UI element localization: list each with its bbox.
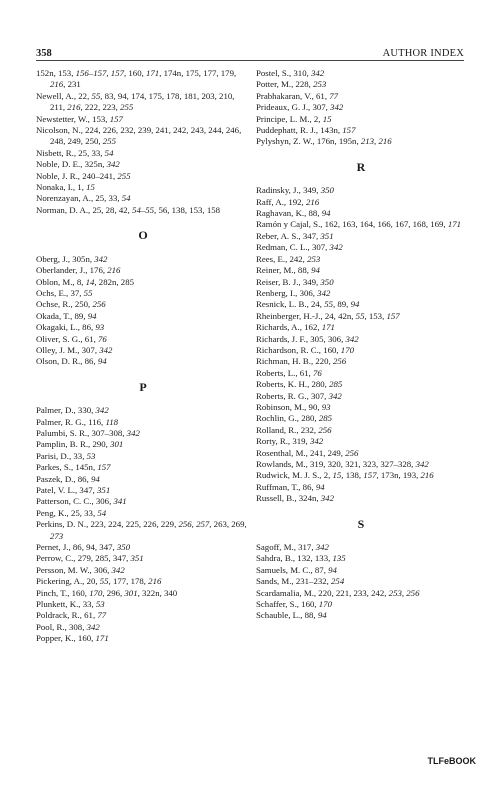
page-references: 330, 342	[77, 405, 109, 416]
index-entry	[36, 159, 250, 170]
author-name: Nonaka, I.,	[36, 182, 78, 193]
page-references: 25, 33, 54	[95, 193, 131, 204]
page-references: 349, 350	[302, 276, 334, 287]
author-name: Sahdra, B.,	[256, 553, 298, 564]
author-name: Nisbett, R.,	[36, 147, 79, 158]
index-entry	[36, 299, 250, 310]
author-name: Rochlin, G.,	[256, 413, 302, 424]
page-references: 87, 94	[314, 564, 337, 575]
index-entry	[256, 425, 466, 436]
page-references: 280, 285	[301, 413, 333, 424]
index-entry	[256, 368, 466, 379]
author-name: Pinch, T.,	[36, 587, 72, 598]
index-entry	[36, 148, 250, 159]
index-entry	[36, 68, 250, 91]
author-name: Patel, V. L.,	[36, 485, 80, 495]
page-references: 250, 256	[74, 299, 106, 310]
author-name: Puddephatt, R. J.,	[256, 125, 321, 136]
index-entry	[256, 588, 466, 599]
page-references: 25, 33, 54	[78, 147, 114, 158]
author-name: Oliver, S. G.,	[36, 333, 85, 344]
page-references: 176, 216	[89, 265, 121, 276]
page-references: 2, 15	[313, 113, 332, 124]
index-entry	[36, 205, 250, 216]
author-name: Richman, H. B.,	[256, 356, 316, 367]
author-name: Principe, L. M.,	[256, 113, 314, 124]
section-letter: O	[138, 228, 148, 243]
author-name: Persson, M. W.,	[36, 564, 94, 575]
page-references: 347, 351	[79, 485, 111, 495]
page-references: 308, 342	[69, 621, 100, 632]
index-entry	[36, 193, 250, 204]
index-entry	[256, 79, 466, 90]
page-references: 307, 342	[312, 102, 344, 113]
page-references: 24, 55, 89, 94	[310, 299, 360, 310]
author-name: Patterson, C. C.,	[36, 496, 96, 507]
page-references: 20, 55, 177, 178, 216	[86, 576, 162, 587]
page-references: 152n, 153, 156–157, 157, 160, 171, 174n, 175, 177, 179, 216, 231	[36, 68, 237, 90]
index-entry	[36, 288, 250, 299]
author-name: Ochs, E.,	[36, 287, 71, 298]
author-name: Renberg, I.,	[256, 287, 300, 298]
index-entry	[36, 125, 250, 148]
index-entry	[256, 470, 466, 481]
author-name: Rowlands, M.,	[256, 459, 311, 469]
index-entry	[256, 610, 466, 621]
index-entry	[36, 417, 250, 428]
index-entry	[36, 254, 250, 265]
running-head: AUTHOR INDEX	[382, 48, 464, 59]
index-entry	[256, 219, 466, 230]
author-name: Prabhakaran, V.,	[256, 90, 317, 101]
index-entry	[256, 231, 466, 242]
index-entry	[256, 197, 466, 208]
index-entry	[256, 542, 466, 553]
page-references: 307, 342	[311, 242, 343, 253]
page-references: 242, 253	[289, 253, 321, 264]
author-name: Popper, K.,	[36, 633, 78, 644]
index-entry	[256, 482, 466, 493]
page-references: 24, 42n, 55, 153, 157	[324, 310, 400, 321]
author-name: Paszek, D.,	[36, 473, 78, 484]
index-entry	[36, 565, 250, 576]
author-name: Rosenthal, M.,	[256, 447, 311, 458]
author-name: Rudwick, M. J. S.,	[256, 470, 324, 481]
page-number: 358	[36, 48, 52, 59]
page-references: 1, 15	[77, 182, 95, 193]
index-entry	[36, 474, 250, 485]
index-entry	[256, 565, 466, 576]
author-name: Rees, E.,	[256, 253, 290, 264]
index-entry	[256, 277, 466, 288]
author-name: Robinson, M.,	[256, 401, 309, 412]
page-references: 33, 53	[82, 599, 105, 610]
index-entry	[256, 102, 466, 113]
index-entry	[36, 182, 250, 193]
index-entry	[36, 91, 250, 114]
index-entry	[36, 588, 250, 599]
page-references: 86, 94	[302, 481, 325, 492]
index-entry	[36, 311, 250, 322]
author-name: Reiner, M.,	[256, 265, 298, 276]
page-references: 307, 342	[310, 390, 342, 401]
index-entry	[36, 622, 250, 633]
index-entry	[256, 576, 466, 587]
author-name: Ruffman, T.,	[256, 481, 303, 492]
index-entry	[256, 493, 466, 504]
index-entry	[36, 277, 250, 288]
section-letter: S	[357, 516, 365, 531]
author-name: Russell, B.,	[256, 493, 299, 504]
page-references: 86, 93	[82, 322, 105, 333]
author-name: Schauble, L.,	[256, 610, 305, 621]
page-references: 132, 133, 135	[297, 553, 346, 564]
page-references: 220, 256	[315, 356, 347, 367]
index-entry	[256, 311, 466, 322]
author-name: Parisi, D.,	[36, 450, 74, 461]
page-references: 88, 94	[304, 610, 327, 621]
page-references: 61, 77	[316, 90, 339, 101]
index-entry	[36, 485, 250, 496]
page-references: 86, 94	[77, 473, 100, 484]
author-name: Pool, R.,	[36, 621, 69, 632]
page-references: 306, 342	[299, 287, 331, 298]
page-references: 160, 170, 296, 301, 322n, 340	[71, 587, 178, 598]
page-references: 310, 342	[293, 68, 325, 78]
index-entry	[36, 599, 250, 610]
page-references: 307–308, 342	[91, 427, 140, 438]
author-name: Olson, D. R.,	[36, 356, 85, 367]
index-entry	[36, 428, 250, 439]
index-entry	[256, 254, 466, 265]
index-entry	[256, 288, 466, 299]
page-references: 86, 94, 347, 350	[72, 542, 131, 553]
page-references: 37, 55	[70, 287, 93, 298]
author-name: Roberts, K. H.,	[256, 379, 312, 390]
author-name: Sands, M.,	[256, 576, 296, 587]
author-name: Reiser, B. J.,	[256, 276, 303, 287]
index-entry	[36, 451, 250, 462]
author-name: Raff, A.,	[256, 196, 289, 207]
author-name: Poldrack, R.,	[36, 610, 85, 621]
author-name: Samuels, M. C.,	[256, 564, 315, 575]
author-name: Noble, J. R.,	[36, 170, 83, 181]
index-entry	[256, 334, 466, 345]
section-letter: R	[356, 159, 366, 174]
author-name: Pylyshyn, Z. W.,	[256, 136, 317, 147]
author-name: Perrow, C.,	[36, 553, 78, 564]
author-name: Rheinberger, H.-J.,	[256, 310, 325, 321]
page-references: 145n, 157	[75, 462, 111, 473]
page-references: 162, 163, 164, 166, 167, 168, 169, 171	[324, 219, 462, 230]
page-references: 176n, 195n, 213, 216	[316, 136, 392, 147]
page-references: 228, 253	[295, 79, 327, 90]
index-entry	[36, 356, 250, 367]
index-entry	[36, 171, 250, 182]
author-name: Postel, S.,	[256, 68, 294, 78]
page-references: 89, 94	[74, 310, 97, 321]
index-entry	[36, 508, 250, 519]
index-entry	[256, 391, 466, 402]
page-references: 290, 301	[92, 439, 124, 450]
author-name: Perkins, D. N.,	[36, 519, 91, 530]
page-references: 241, 249, 256	[310, 447, 359, 458]
page-references: 223, 224, 225, 226, 229, 256, 257, 263, 269, 273	[50, 519, 247, 541]
author-name: Pamplin, B. R.,	[36, 439, 93, 450]
author-name: Richards, A.,	[256, 322, 305, 333]
page-references: 86, 94	[84, 356, 107, 367]
author-name: Okada, T.,	[36, 310, 75, 321]
author-name: Rorty, R.,	[256, 436, 293, 447]
index-entry	[36, 610, 250, 621]
index-entry	[256, 553, 466, 564]
author-name: Reber, A. S.,	[256, 230, 303, 241]
page-references: 224, 226, 232, 239, 241, 242, 243, 244, 246, 248, 249, 250, 255	[50, 125, 242, 147]
footer-credit: TLFeBOOK	[427, 756, 476, 766]
index-entry	[36, 345, 250, 356]
index-entry	[256, 125, 466, 136]
page-references: 33, 53	[73, 450, 96, 461]
index-entry	[256, 208, 466, 219]
index-entry	[36, 334, 250, 345]
index-entry	[256, 436, 466, 447]
author-name: Pernet, J.,	[36, 542, 73, 553]
index-entry	[256, 299, 466, 310]
index-entry	[36, 496, 250, 507]
index-entry	[256, 599, 466, 610]
author-name: Roberts, L.,	[256, 367, 300, 378]
author-name: Oblon, M.,	[36, 276, 77, 287]
page-references: 232, 256	[300, 424, 332, 435]
index-column-right	[256, 68, 466, 622]
index-entry	[256, 68, 466, 79]
index-entry	[256, 91, 466, 102]
index-column-left	[36, 68, 250, 645]
author-name: Ramón y Cajal, S.,	[256, 219, 325, 230]
page-references: 160, 170	[301, 599, 332, 610]
index-entry	[256, 448, 466, 459]
index-entry	[256, 379, 466, 390]
index-entry	[256, 402, 466, 413]
page-references: 88, 94	[308, 208, 331, 219]
page-references: 305n, 342	[72, 253, 108, 264]
index-entry	[36, 542, 250, 553]
author-name: Newstetter, W.,	[36, 113, 93, 124]
author-name: Roberts, R. G.,	[256, 390, 311, 401]
index-entry	[36, 265, 250, 276]
page-references: 280, 285	[311, 379, 343, 390]
page-references: 317, 342	[298, 542, 329, 553]
author-name: Scardamalia, M.,	[256, 587, 319, 598]
index-entry	[36, 576, 250, 587]
page-references: 307, 342	[81, 344, 113, 355]
index-entry	[36, 462, 250, 473]
page-references: 116, 118	[88, 416, 119, 427]
page-references: 160, 170	[323, 344, 354, 355]
author-name: Parkes, S.,	[36, 462, 76, 473]
author-name: Newell, A.,	[36, 90, 79, 101]
index-entry	[36, 114, 250, 125]
author-name: Redman, C. L.,	[256, 242, 312, 253]
index-entry	[256, 242, 466, 253]
author-name: Olley, J. M.,	[36, 344, 82, 355]
page-references: 349, 350	[303, 185, 334, 196]
page-references: 61, 77	[84, 610, 107, 621]
page-references: 347, 351	[302, 230, 334, 241]
index-entry	[36, 553, 250, 564]
index-entry	[256, 185, 466, 196]
page-references: 306, 341	[95, 496, 127, 507]
page-references: 25, 28, 42, 54–55, 56, 138, 153, 158	[92, 204, 221, 215]
author-name: Oberlander, J.,	[36, 265, 90, 276]
author-name: Pickering, A.,	[36, 576, 87, 587]
author-name: Plunkett, K.,	[36, 599, 83, 610]
index-entry	[36, 405, 250, 416]
page-references: 220, 221, 233, 242, 253, 256	[318, 587, 420, 598]
author-name: Richards, J. F.,	[256, 333, 311, 344]
index-entry	[256, 114, 466, 125]
index-entry	[36, 439, 250, 450]
author-name: Palmer, R. G.,	[36, 416, 89, 427]
index-entry	[256, 265, 466, 276]
index-entry	[36, 633, 250, 644]
author-name: Palmer, D.,	[36, 405, 78, 416]
index-entry	[256, 413, 466, 424]
index-entry	[256, 322, 466, 333]
page-references: 162, 171	[304, 322, 335, 333]
header-rule	[36, 60, 464, 61]
author-name: Norenzayan, A.,	[36, 193, 96, 204]
page-references: 61, 76	[299, 367, 322, 378]
page-references: 90, 93	[308, 401, 331, 412]
index-entry	[256, 356, 466, 367]
page-references: 319, 342	[292, 436, 324, 447]
author-name: Richardson, R. C.,	[256, 344, 324, 355]
index-entry	[36, 519, 250, 542]
author-name: Palumbi, S. R.,	[36, 427, 92, 438]
author-name: Sagoff, M.,	[256, 542, 299, 553]
page-references: 240–241, 255	[82, 170, 131, 181]
author-name: Rolland, R.,	[256, 424, 301, 435]
section-letter: P	[139, 379, 147, 394]
page-references: 231–232, 254	[295, 576, 345, 587]
page-references: 192, 216	[288, 196, 320, 207]
index-entry	[256, 345, 466, 356]
page-references: 319, 320, 321, 323, 327–328, 342	[310, 459, 429, 469]
author-name: Okagaki, L.,	[36, 322, 83, 333]
author-name: Schaffer, S.,	[256, 599, 302, 610]
author-name: Noble, D. E.,	[36, 159, 85, 170]
author-name: Prideaux, G. J.,	[256, 102, 313, 113]
page-references: 306, 342	[93, 564, 125, 575]
author-name: Nicolson, N.,	[36, 125, 86, 136]
author-name: Raghavan, K.,	[256, 208, 309, 219]
page-references: 88, 94	[297, 265, 320, 276]
author-name: Radinsky, J.,	[256, 185, 304, 196]
page-references: 153, 157	[92, 113, 123, 124]
page-references: 325n, 342	[84, 159, 120, 170]
index-entry	[256, 136, 466, 147]
page-references: 143n, 157	[320, 125, 356, 136]
page-references: 305, 306, 342	[310, 333, 359, 344]
index-entry	[256, 459, 466, 470]
author-name: Norman, D. A.,	[36, 204, 93, 215]
author-name: Oberg, J.,	[36, 253, 73, 264]
author-name: Resnick, L. B.,	[256, 299, 311, 310]
page-references: 8, 14, 282n, 285	[76, 276, 134, 287]
index-entry	[36, 322, 250, 333]
page-references: 25, 33, 54	[70, 507, 107, 518]
page-references: 2, 15, 138, 157, 173n, 193, 216	[323, 470, 434, 481]
page-references: 22, 55, 83, 94, 174, 175, 178, 181, 203, 210, 211, 216, 222, 223, 255	[50, 90, 235, 113]
author-name: Peng, K.,	[36, 507, 71, 518]
author-name: Potter, M.,	[256, 79, 296, 90]
page-references: 279, 285, 347, 351	[77, 553, 144, 564]
page-references: 61, 76	[84, 333, 107, 344]
page-references: 324n, 342	[298, 493, 334, 504]
page-references: 160, 171	[77, 633, 109, 644]
author-name: Ochse, R.,	[36, 299, 75, 310]
